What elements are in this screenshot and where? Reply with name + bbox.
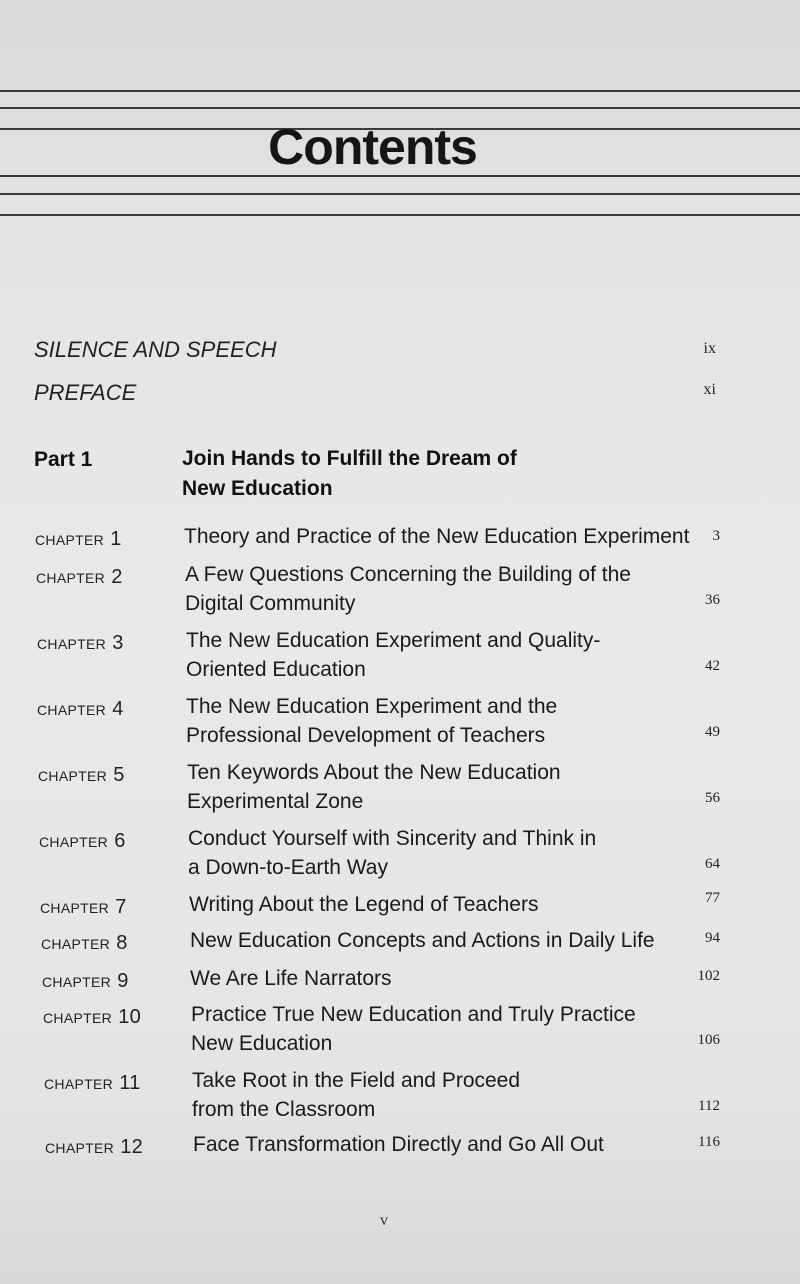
chapter-title: Practice True New Education and Truly Practice New Education bbox=[191, 1003, 636, 1055]
chapter-label: CHAPTER 10 bbox=[43, 1006, 142, 1028]
chapter-label: CHAPTER 11 bbox=[44, 1072, 141, 1094]
page-title: Contents bbox=[268, 119, 477, 175]
chapter-page: 102 bbox=[697, 968, 720, 984]
front-matter-page-ix: ix bbox=[703, 340, 716, 357]
chapter-label: CHAPTER 1 bbox=[35, 528, 122, 550]
chapter-title: The New Education Experiment and Quality-Oriented Education bbox=[186, 629, 601, 681]
chapter-label: CHAPTER 3 bbox=[37, 632, 124, 654]
chapter-label: CHAPTER 2 bbox=[36, 566, 123, 588]
chapter-label: CHAPTER 5 bbox=[38, 764, 125, 786]
page-number: v bbox=[380, 1212, 388, 1229]
chapter-label: CHAPTER 8 bbox=[41, 932, 128, 954]
chapter-label: CHAPTER 12 bbox=[45, 1136, 144, 1158]
chapter-title: Face Transformation Directly and Go All Out bbox=[193, 1133, 604, 1156]
chapter-page: 49 bbox=[705, 724, 720, 740]
chapter-label: CHAPTER 6 bbox=[39, 830, 126, 852]
chapter-page: 56 bbox=[705, 790, 720, 806]
header-rule bbox=[0, 214, 800, 216]
front-matter-preface: PREFACE bbox=[34, 380, 137, 405]
chapter-page: 94 bbox=[705, 930, 720, 946]
chapter-page: 106 bbox=[697, 1032, 720, 1048]
header-rule bbox=[0, 90, 800, 92]
header-rule bbox=[0, 193, 800, 195]
chapter-title: The New Education Experiment and the Professional Development of Teachers bbox=[186, 695, 558, 747]
chapter-title: Conduct Yourself with Sincerity and Think in a Down-to-Earth Way bbox=[188, 827, 597, 879]
front-matter-page-xi: xi bbox=[703, 381, 716, 398]
chapter-label: CHAPTER 7 bbox=[40, 896, 127, 918]
chapter-title: Ten Keywords About the New Education Experimental Zone bbox=[187, 761, 561, 813]
chapter-label: CHAPTER 9 bbox=[42, 970, 129, 992]
chapter-title: New Education Concepts and Actions in Daily Life bbox=[190, 929, 655, 952]
chapter-title: A Few Questions Concerning the Building of the Digital Community bbox=[185, 563, 631, 615]
header-rule bbox=[0, 107, 800, 109]
chapter-page: 42 bbox=[705, 658, 720, 674]
chapter-title: We Are Life Narrators bbox=[190, 967, 392, 990]
chapter-label: CHAPTER 4 bbox=[37, 698, 124, 720]
chapter-page: 116 bbox=[698, 1134, 720, 1150]
chapter-page: 36 bbox=[705, 592, 720, 608]
chapter-page: 77 bbox=[705, 890, 720, 906]
chapter-page: 112 bbox=[698, 1098, 720, 1114]
chapter-page: 3 bbox=[712, 528, 720, 544]
front-matter-silence-and-speech: SILENCE AND SPEECH bbox=[34, 337, 277, 362]
part-label: Part 1 bbox=[34, 448, 93, 471]
part-title: Join Hands to Fulfill the Dream of New Education bbox=[182, 447, 517, 500]
chapter-title: Theory and Practice of the New Education Experiment bbox=[184, 525, 690, 548]
chapter-page: 64 bbox=[705, 856, 720, 872]
chapter-title: Writing About the Legend of Teachers bbox=[189, 893, 539, 916]
chapter-title: Take Root in the Field and Proceed from the Classroom bbox=[192, 1069, 521, 1121]
